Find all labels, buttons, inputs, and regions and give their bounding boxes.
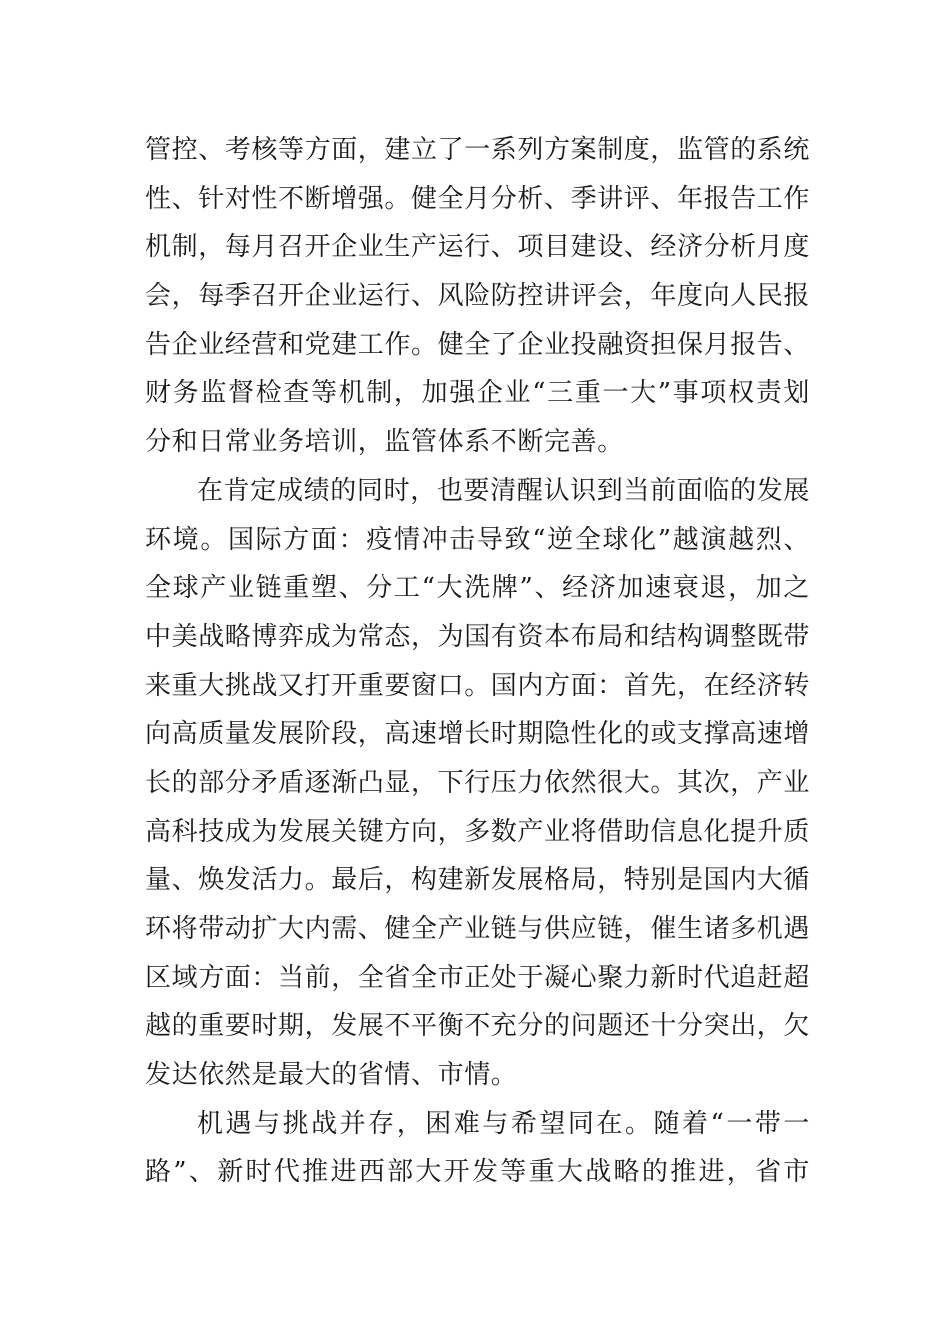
paragraph-2-line-8: 高科技成为发展关键方向，多数产业将借助信息化提升质: [145, 816, 811, 847]
paragraph-2-line-13: 发达依然是最大的省情、市情。: [145, 1060, 518, 1091]
paragraph-1-line-6: 财务监督检查等机制，加强企业“三重一大”事项权责划: [145, 378, 810, 409]
paragraph-3-line-1: 机遇与挑战并存，困难与希望同在。随着“一带一: [197, 1108, 810, 1139]
paragraph-2-line-1: 在肯定成绩的同时，也要清醒认识到当前面临的发展: [197, 475, 810, 506]
paragraph-2-line-7: 长的部分矛盾逐渐凸显，下行压力依然很大。其次，产业: [145, 767, 811, 798]
paragraph-2-line-5: 来重大挑战又打开重要窗口。国内方面：首先，在经济转: [145, 670, 811, 701]
body-text: [145, 126, 810, 1197]
paragraph-2-line-6: 向高质量发展阶段，高速增长时期隐性化的或支撑高速增: [145, 719, 811, 750]
paragraph-1-line-7: 分和日常业务培训，监管体系不断完善。: [145, 427, 624, 458]
paragraph-3-line-2: 路”、新时代推进西部大开发等重大战略的推进，省市: [145, 1157, 810, 1188]
paragraph-2-line-11: 区域方面：当前，全省全市正处于凝心聚力新时代追赶超: [145, 962, 811, 993]
paragraph-1-line-2: 性、针对性不断增强。健全月分析、季讲评、年报告工作: [145, 183, 811, 214]
paragraph-2-line-9: 量、焕发活力。最后，构建新发展格局，特别是国内大循: [145, 865, 811, 896]
paragraph-2-line-12: 越的重要时期，发展不平衡不充分的问题还十分突出，欠: [145, 1011, 811, 1042]
paragraph-2-line-2: 环境。国际方面：疫情冲击导致“逆全球化”越演越烈、: [145, 524, 810, 555]
paragraph-1-line-1: 管控、考核等方面，建立了一系列方案制度，监管的系统: [145, 135, 811, 165]
paragraph-2-line-3: 全球产业链重塑、分工“大洗牌”、经济加速衰退，加之: [145, 573, 810, 604]
paragraph-2-line-4: 中美战略博弈成为常态，为国有资本布局和结构调整既带: [145, 621, 811, 652]
paragraph-2-line-10: 环将带动扩大内需、健全产业链与供应链，催生诸多机遇: [145, 914, 811, 944]
paragraph-1-line-4: 会，每季召开企业运行、风险防控讲评会，年度向人民报: [145, 281, 811, 312]
paragraph-1-line-5: 告企业经营和党建工作。健全了企业投融资担保月报告、: [145, 329, 811, 360]
paragraph-1-line-3: 机制，每月召开企业生产运行、项目建设、经济分析月度: [145, 232, 811, 263]
